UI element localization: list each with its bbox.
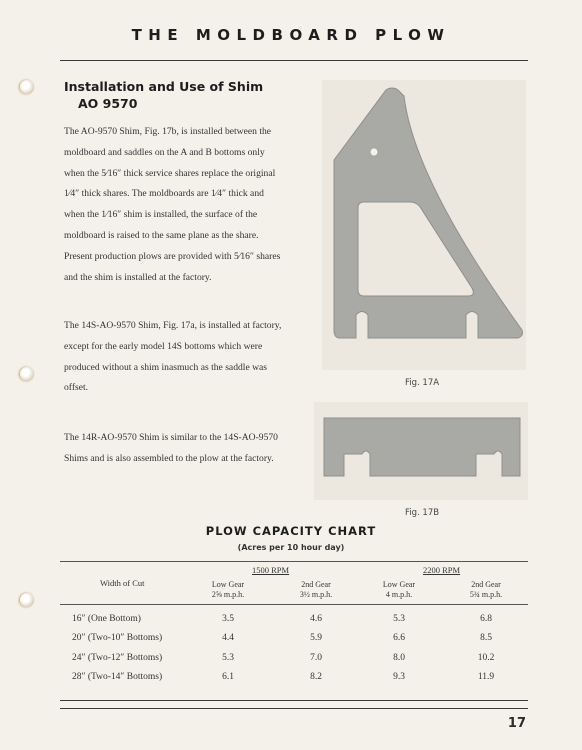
gear-header: [193, 580, 263, 600]
gear-speed: 4 m.p.h.: [385, 590, 413, 599]
footer-rule-2: [60, 708, 528, 709]
gear-header: [451, 580, 521, 600]
rpm-header-1500: 1500 RPM: [252, 565, 290, 575]
figure-17a-caption: Fig. 17A: [405, 378, 440, 388]
shim-17b-illustration: [314, 402, 528, 500]
table-cell: 4.6: [310, 614, 322, 624]
header-rule: [60, 60, 528, 61]
table-cell: 9.3: [393, 672, 405, 682]
section-heading: [64, 78, 263, 112]
rpm-header-2200: 2200 RPM: [423, 565, 461, 575]
section-heading-line2: AO 9570: [78, 96, 138, 111]
figure-17a-photo: [322, 80, 526, 370]
binder-hole-top: [20, 80, 34, 94]
figure-17b-photo: [314, 402, 528, 500]
table-cell: 3.5: [222, 614, 234, 624]
table-cell: 11.9: [477, 672, 495, 682]
gear-name: 2nd Gear: [301, 580, 331, 589]
footer-rule-1: [60, 700, 528, 701]
row-label: 20″ (Two-10″ Bottoms): [72, 633, 163, 643]
page-number: 17: [507, 716, 526, 731]
gear-name: 2nd Gear: [471, 580, 501, 589]
table-cell: 5.3: [393, 614, 405, 624]
gear-name: Low Gear: [211, 580, 245, 589]
gear-name: Low Gear: [382, 580, 416, 589]
gear-header: [281, 580, 351, 600]
table-cell: 10.2: [477, 653, 495, 663]
width-of-cut-header: Width of Cut: [100, 578, 145, 588]
table-cell: 6.6: [393, 633, 405, 643]
paragraph-shim-ao9570: [64, 122, 282, 288]
table-cell: 8.2: [310, 672, 322, 682]
table-cell: 7.0: [310, 653, 322, 663]
binder-hole-bottom: [20, 593, 34, 607]
table-cell: 8.0: [393, 653, 405, 663]
gear-speed: 3½ m.p.h.: [299, 590, 333, 599]
table-cell: 6.1: [222, 672, 234, 682]
chart-subtitle: (Acres per 10 hour day): [237, 543, 345, 552]
paragraph-shim-14s: [64, 316, 282, 399]
table-cell: 8.5: [480, 633, 492, 643]
chart-rule-top: [60, 561, 528, 562]
section-heading-line1: Installation and Use of Shim: [64, 79, 264, 94]
binder-hole-middle: [20, 367, 34, 381]
row-label: 28″ (Two-14″ Bottoms): [72, 672, 163, 682]
paragraph-text: The AO-9570 Shim, Fig. 17b, is installed between the moldboard and saddles on the A and B bottoms only when the 5⁄16″ thick service shares replace the original 1⁄4″ thick shares. The moldboards are 1⁄4″ thick and when the 1⁄16″ shim is installed, the surface of the moldboard is raised to the same plane as the share. Present production plows are provided with 5⁄16″ shares and the shim is installed at the factory.: [64, 126, 281, 283]
paragraph-text: The 14S-AO-9570 Shim, Fig. 17a, is installed at factory, except for the early model 14S bottoms which were produced without a shim inasmuch as the saddle was offset.: [64, 320, 282, 394]
table-cell: 6.8: [480, 614, 492, 624]
table-cell: 4.4: [222, 633, 234, 643]
gear-header: [364, 580, 434, 600]
gear-speed: 2⅝ m.p.h.: [211, 590, 245, 599]
table-cell: 5.9: [310, 633, 322, 643]
shim-17a-illustration: [322, 80, 526, 370]
row-label: 16″ (One Bottom): [72, 614, 141, 624]
gear-speed: 5¾ m.p.h.: [469, 590, 503, 599]
paragraph-shim-14r: [64, 428, 282, 470]
chart-rule-header: [60, 604, 528, 605]
paragraph-text: The 14R-AO-9570 Shim is similar to the 14S-AO-9570 Shims and is also assembled to the plow at the factory.: [64, 432, 278, 464]
table-cell: 5.3: [222, 653, 234, 663]
figure-17b-caption: Fig. 17B: [405, 508, 440, 518]
chart-title: PLOW CAPACITY CHART: [205, 524, 377, 538]
row-label: 24″ (Two-12″ Bottoms): [72, 653, 163, 663]
page-header-title: THE MOLDBOARD PLOW: [131, 26, 451, 44]
